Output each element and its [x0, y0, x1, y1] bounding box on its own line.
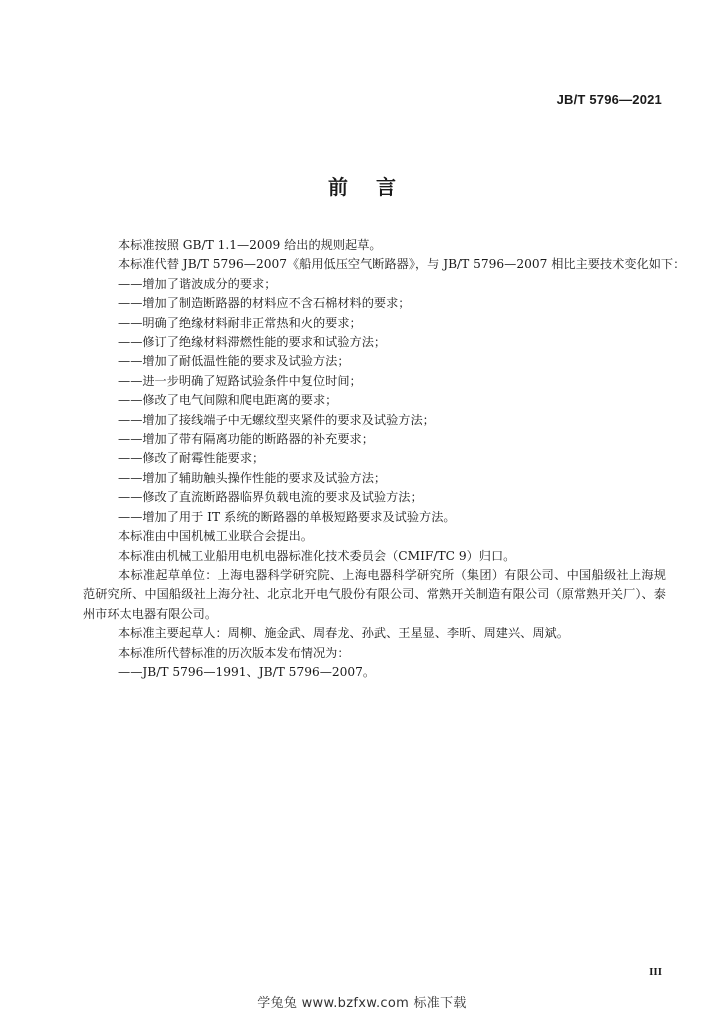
change-item: ——增加了制造断路器的材料应不含石棉材料的要求； [118, 296, 411, 311]
change-item: ——增加了谐波成分的要求； [118, 276, 277, 291]
change-item: ——修改了直流断路器临界负载电流的要求及试验方法； [118, 490, 423, 505]
change-item: ——修订了绝缘材料滞燃性能的要求和试验方法； [118, 335, 387, 350]
page-title: 前言 [328, 175, 424, 199]
document-body [83, 236, 686, 682]
change-item: ——增加了耐低温性能的要求及试验方法； [118, 354, 350, 369]
paragraph-history-versions: ——JB/T 5796—1991、JB/T 5796—2007。 [118, 664, 376, 679]
paragraph-administrator: 本标准由机械工业船用电机电器标准化技术委员会（CMIF/TC 9）归口。 [118, 548, 516, 563]
paragraph-drafting-rules: 本标准按照 GB/T 1.1—2009 给出的规则起草。 [118, 238, 382, 252]
change-item: ——增加了辅助触头操作性能的要求及试验方法； [118, 470, 387, 485]
watermark-text: 学兔兔 www.bzfxw.com 标准下载 [257, 996, 467, 1011]
change-item: ——增加了带有隔离功能的断路器的补充要求； [118, 432, 374, 447]
paragraph-history: 本标准所代替标准的历次版本发布情况为： [118, 645, 350, 660]
page-number: III [649, 966, 662, 978]
paragraph-drafting-units: 本标准起草单位：上海电器科学研究院、上海电器科学研究所（集团）有限公司、中国船级社上海规范研究所、中国船级社上海分社、北京北开电气股份有限公司、常熟开关制造有限公司（原常熟开关厂）、泰州市环太电器有限公司。 [83, 567, 666, 621]
change-item: ——修改了耐霉性能要求； [118, 451, 265, 466]
paragraph-drafters: 本标准主要起草人：周柳、施金武、周春龙、孙武、王星显、李昕、周建兴、周斌。 [118, 626, 569, 641]
change-item: ——增加了用于 IT 系统的断路器的单极短路要求及试验方法。 [118, 509, 456, 524]
standard-number: JB/T 5796—2021 [556, 92, 662, 107]
change-item: ——明确了绝缘材料耐非正常热和火的要求； [118, 315, 362, 330]
change-item: ——增加了接线端子中无螺纹型夹紧件的要求及试验方法； [118, 412, 435, 427]
paragraph-proposer: 本标准由中国机械工业联合会提出。 [118, 529, 313, 544]
change-item: ——修改了电气间隙和爬电距离的要求； [118, 393, 338, 408]
paragraph-replaces: 本标准代替 JB/T 5796—2007《船用低压空气断路器》，与 JB/T 5796—2007 相比主要技术变化如下： [118, 257, 686, 272]
change-item: ——进一步明确了短路试验条件中复位时间； [118, 373, 362, 388]
